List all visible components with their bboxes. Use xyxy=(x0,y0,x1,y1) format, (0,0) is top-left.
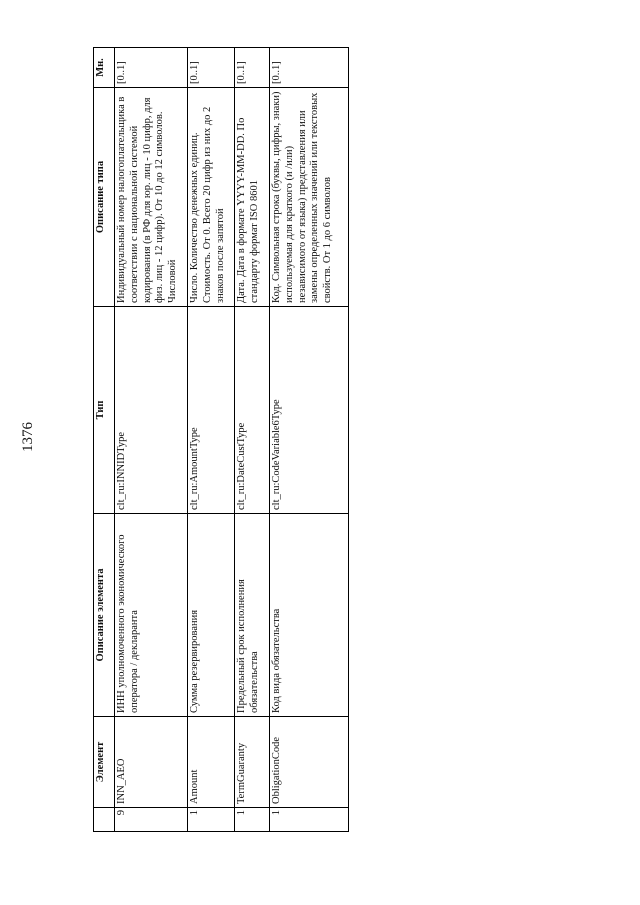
row-type: clt_ru:CodeVariable6Type xyxy=(270,307,349,514)
row-element-description: ИНН уполномоченного экономического оператора / декларанта xyxy=(115,514,188,717)
header-element: Элемент xyxy=(94,717,115,808)
row-element-description: Предельный срок исполнения обязательства xyxy=(235,514,270,717)
row-min: [0..1] xyxy=(270,48,349,88)
row-type-description: Код. Символьная строка (буквы, цифры, знаки) используемая для краткого (и /или) независимого от языка) представления или замены определенных значений или текстовых свойств. От 1 до 6 символов xyxy=(270,88,349,307)
row-element: INN_AEO xyxy=(115,717,188,808)
page-number: 1376 xyxy=(20,422,36,452)
row-element-description: Код вида обязательства xyxy=(270,514,349,717)
header-type-description: Описание типа xyxy=(94,88,115,307)
row-element: TermGuaranty xyxy=(235,717,270,808)
row-type-description: Индивидуальный номер налогоплательщика в соответствии с национальной системой кодирования (в РФ для юр. лиц - 10 цифр, для физ. лиц - 12 цифр). От 10 до 12 символов. Числовой xyxy=(115,88,188,307)
header-type: Тип xyxy=(94,307,115,514)
row-element: Amount xyxy=(188,717,235,808)
header-number xyxy=(94,808,115,832)
elements-table xyxy=(93,47,349,832)
rotated-table-container xyxy=(93,58,349,832)
table-row xyxy=(115,48,188,832)
table-row xyxy=(188,48,235,832)
row-min: [0..1] xyxy=(235,48,270,88)
row-type: clt_ru:DateCustType xyxy=(235,307,270,514)
row-type-description: Дата. Дата в формате YYYY-MM-DD. По стандарту формат ISO 8601 xyxy=(235,88,270,307)
row-min: [0..1] xyxy=(188,48,235,88)
row-type: clt_ru:AmountType xyxy=(188,307,235,514)
table-header-row xyxy=(94,48,115,832)
table-row xyxy=(235,48,270,832)
row-element-description: Сумма резервирования xyxy=(188,514,235,717)
row-number: 9 xyxy=(115,808,188,832)
row-number: 1 xyxy=(270,808,349,832)
row-number: 1 xyxy=(235,808,270,832)
row-type-description: Число. Количество денежных единиц. Стоимость. От 0. Всего 20 цифр из них до 2 знаков после запятой xyxy=(188,88,235,307)
header-element-description: Описание элемента xyxy=(94,514,115,717)
table-row xyxy=(270,48,349,832)
row-min: [0..1] xyxy=(115,48,188,88)
header-min: Мн. xyxy=(94,48,115,88)
row-element: ObligationCode xyxy=(270,717,349,808)
row-number: 1 xyxy=(188,808,235,832)
row-type: clt_ru:INNIDType xyxy=(115,307,188,514)
